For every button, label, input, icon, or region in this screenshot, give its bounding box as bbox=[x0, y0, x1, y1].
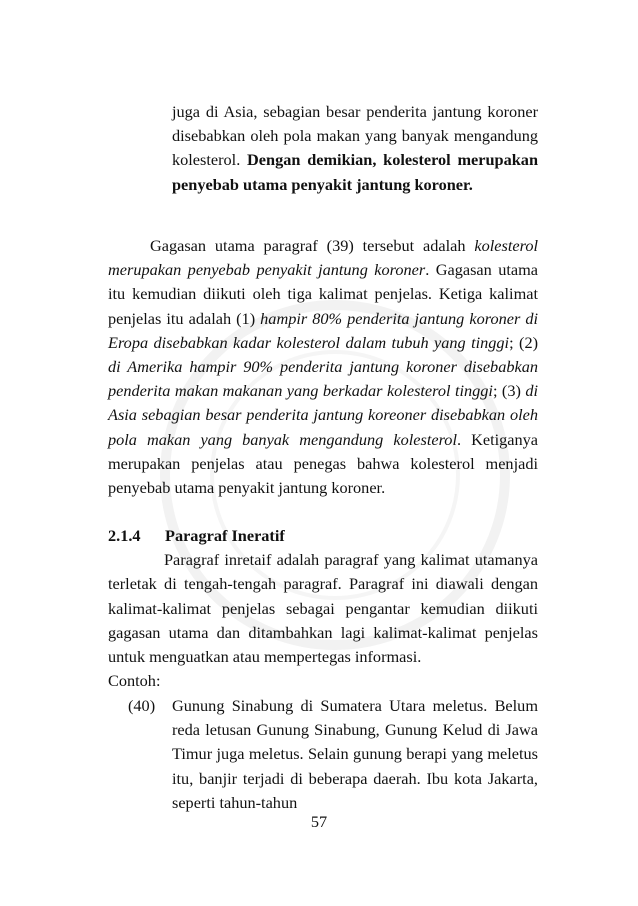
example-text: Gunung Sinabung di Sumatera Utara meletus. Belum reda letusan Gunung Sinabung, Gunung Kelud di Jawa Timur juga meletus. Selain gunung berapi yang meletus itu, banjir terjadi di beberapa daerah. Ibu kota Jakarta, seperti tahun-tahun bbox=[172, 696, 538, 812]
text-run: . Gagasan utama itu kemudian diikuti oleh tiga kalimat penjelas. Ketiga kalimat penjelas itu adalah (1) bbox=[108, 260, 538, 328]
italic-run: hampir 80% penderita jantung koroner di Eropa disebabkan kadar kolesterol dalam tubuh yang tinggi bbox=[108, 308, 538, 352]
text-run: ; (2) bbox=[509, 332, 539, 352]
analysis-paragraph bbox=[108, 234, 538, 500]
example-40 bbox=[172, 694, 538, 815]
italic-run: di Amerika hampir 90% penderita jantung koroner disebabkan penderita makan makanan yang berkadar kolesterol tinggi bbox=[108, 357, 538, 401]
continuation-bold-text: Dengan demikian, kolesterol merupakan penyebab utama penyakit jantung koroner. bbox=[172, 150, 538, 194]
section-body: Paragraf inretaif adalah paragraf yang kalimat utamanya terletak di tengah-tengah paragraf. Paragraf ini diawali dengan kalimat-kalimat penjelas sebagai pengantar kemudian diikuti gagasan utama dan ditambahkan lagi kalimat-kalimat penjelas untuk menguatkan atau mempertegas informasi. bbox=[108, 550, 538, 667]
section-title: Paragraf Ineratif bbox=[165, 526, 285, 545]
text-run: . Ketiganya merupakan penjelas atau penegas bahwa kolesterol menjadi penyebab utama penyakit jantung koroner. bbox=[108, 429, 539, 498]
continuation-text: juga di Asia, sebagian besar penderita jantung koroner disebabkan oleh pola makan yang banyak mengandung kolesterol. bbox=[172, 102, 538, 170]
text-run: ; (3) bbox=[492, 381, 526, 401]
paragraph-body bbox=[108, 234, 538, 500]
italic-run: kolesterol merupakan penyebab penyakit jantung koroner bbox=[108, 236, 538, 280]
example-label: Contoh: bbox=[108, 671, 161, 691]
page-number: 57 bbox=[310, 812, 328, 831]
continuation-paragraph bbox=[172, 100, 538, 197]
example-continuation bbox=[172, 100, 538, 197]
italic-run: di Asia sebagian besar penderita jantung koreoner disebabkan oleh pola makan yang banyak mengandung kolesterol bbox=[108, 381, 538, 449]
example-number: (40) bbox=[128, 696, 156, 715]
text-run: Gagasan utama paragraf (39) tersebut adalah bbox=[150, 236, 475, 255]
section-number: 2.1.4 bbox=[108, 526, 141, 545]
section-heading bbox=[108, 524, 538, 548]
section-2-1-4 bbox=[108, 524, 538, 693]
